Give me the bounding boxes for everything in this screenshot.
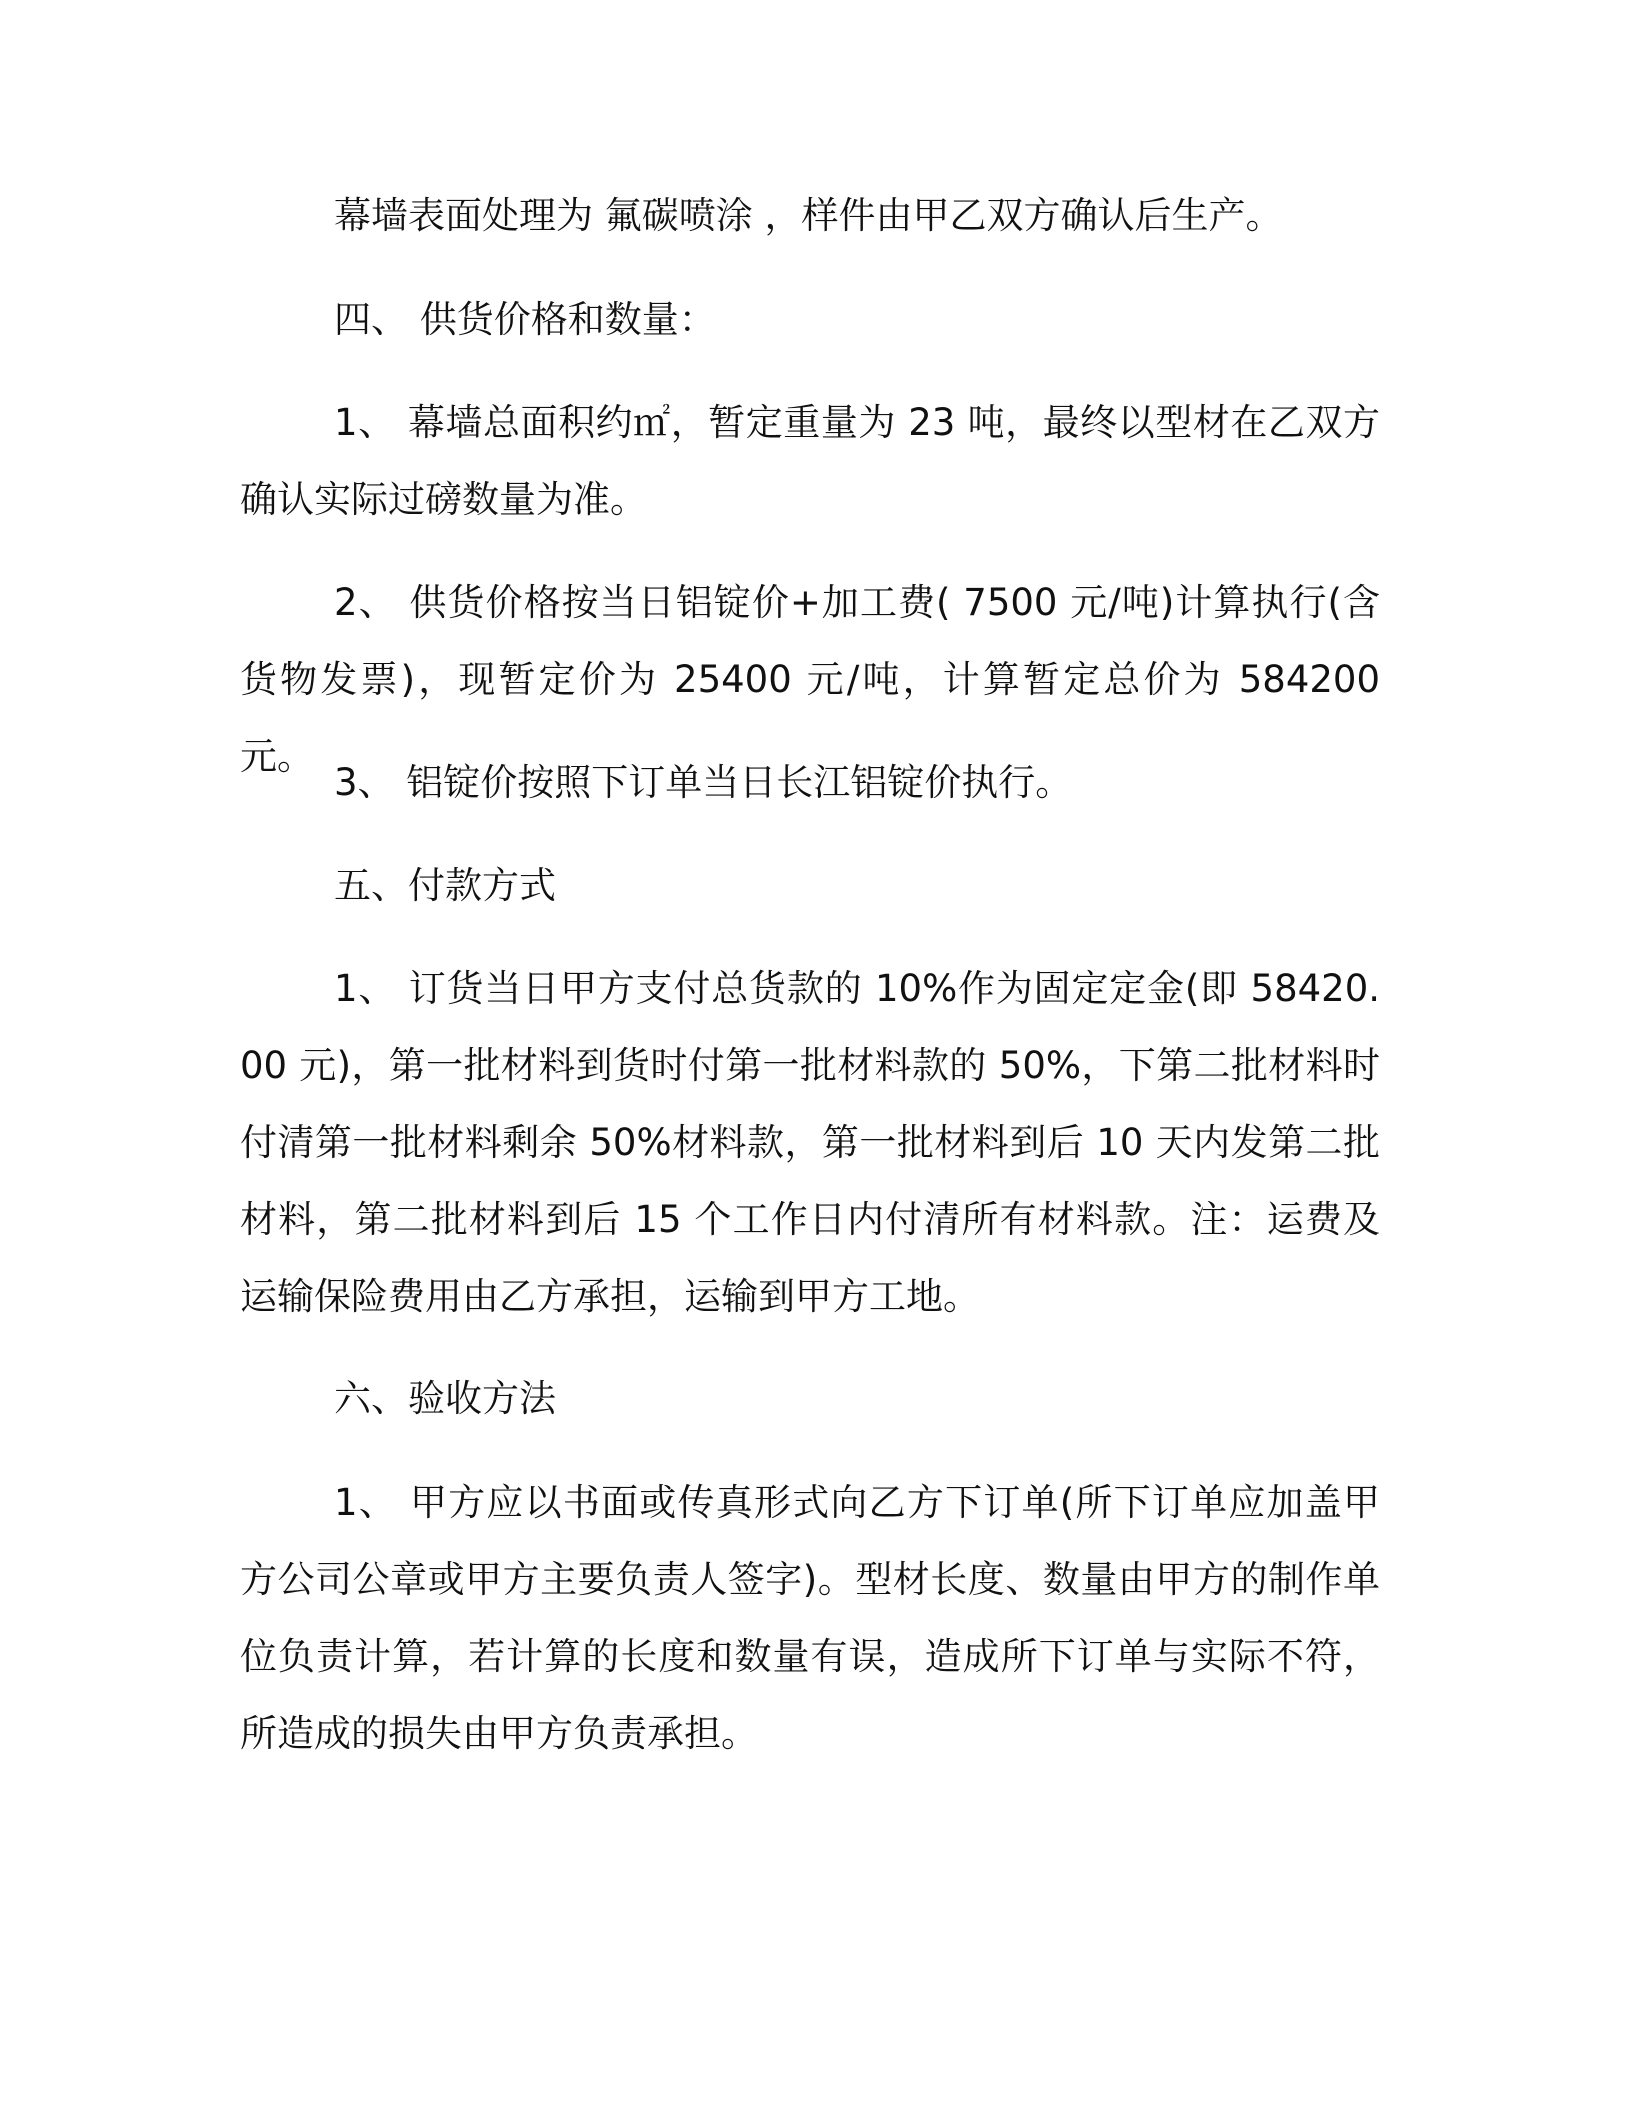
section-heading-payment: 五、付款方式 <box>334 864 556 907</box>
paragraph-price-quantity-1: 1、 幕墙总面积约㎡，暂定重量为 23 吨，最终以型材在乙双方确认实际过磅数量为准。 <box>240 401 1380 521</box>
paragraph-surface-treatment: 幕墙表面处理为 氟碳喷涂 ，样件由甲乙双方确认后生产。 <box>334 194 1283 237</box>
section-heading-acceptance: 六、验收方法 <box>334 1377 556 1420</box>
paragraph-acceptance-1: 1、 甲方应以书面或传真形式向乙方下订单(所下订单应加盖甲方公司公章或甲方主要负责人签字)。型材长度、数量由甲方的制作单位负责计算，若计算的长度和数量有误，造成所下订单与实际不符，所造成的损失由甲方负责承担。 <box>240 1481 1380 1755</box>
paragraph-price-quantity-3: 3、 铝锭价按照下订单当日长江铝锭价执行。 <box>334 761 1073 804</box>
section-heading-price-quantity: 四、 供货价格和数量： <box>334 298 716 341</box>
paragraph-payment-1: 1、 订货当日甲方支付总货款的 10%作为固定定金(即 58420.00 元)，第一批材料到货时付第一批材料款的 50%，下第二批材料时付清第一批材料剩余 50%材料款，第一批材料到后 10 天内发第二批材料，第二批材料到后 15 个工作日内付清所有材料款。注：运费及运输保险费用由乙方承担，运输到甲方工地。 <box>240 967 1380 1318</box>
paragraph-price-quantity-2: 2、 供货价格按当日铝锭价+加工费( 7500 元/吨)计算执行(含货物发票)，现暂定价为 25400 元/吨，计算暂定总价为 584200 元。 <box>240 581 1380 778</box>
